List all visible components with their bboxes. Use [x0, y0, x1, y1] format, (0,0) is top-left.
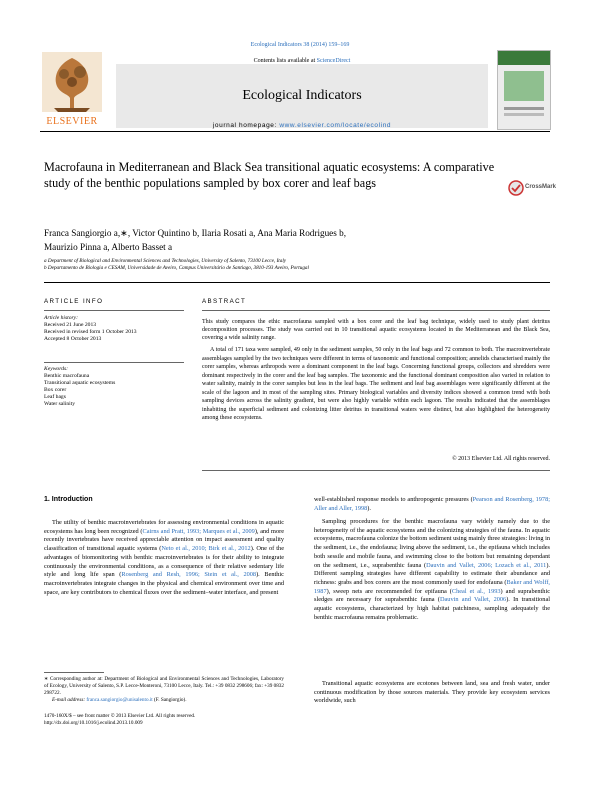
contents-prefix: Contents lists available at: [253, 58, 317, 64]
journal-title: Ecological Indicators: [242, 88, 362, 103]
keywords-heading: Keywords:: [44, 366, 69, 372]
body-text: Sampling procedures for the benthic macrofauna vary widely namely due to the heterogeneity of the aquatic ecosystems and the colonizing strategies of the fauna. In aquatic ecosystems, macrofauna colonize the bottom sediment using mainly three strategies: living in the sediment, i.e., the endofauna; living above the sediment, i.e., the epifauna which includes both sessile and mobile fauna, and swimming close to the bottom but remaining dependant on the sediment, i.e., suprabenthic fauna (: [314, 518, 550, 569]
intro-text: ), and more recently invertebrates have received appreciable attention on impact assessment and quality classification of transitional aquatic systems (: [44, 527, 284, 553]
issn-line: 1470-160X/$ – see front matter © 2013 Elsevier Ltd. All rights reserved.: [44, 713, 196, 719]
email-label: E-mail address:: [52, 697, 87, 703]
journal-citation[interactable]: Ecological Indicators 38 (2014) 159–169: [250, 42, 350, 48]
citation-link[interactable]: Cairns and Pratt, 1993; Marques et al., 2009: [142, 527, 255, 535]
affiliation-b: b Departamento de Biologia e CESAM, Universidade de Aveiro, Campus Universitário de Santiago, 3810-193 Aveiro, Portugal: [44, 265, 309, 271]
body-text: ).: [367, 504, 371, 512]
email-suffix: (F. Sangiorgio).: [152, 697, 187, 703]
contents-line: [116, 58, 488, 65]
keywords: [44, 366, 115, 408]
intro-paragraph-1: [44, 519, 284, 597]
corresponding-author-footnote: ∗ Corresponding author at: Department of Biological and Environmental Sciences and Technologies, Laboratory of Ecology, University of Salento, S.P. Lecce-Monteroni, 73100 Lecce, Italy. Tel.: +39 0832 298606; fax: +39 0832 298722.: [44, 676, 284, 696]
affiliation-a: a Department of Biological and Environmental Sciences and Technologies, University of Salento, 73100 Lecce, Italy: [44, 258, 287, 264]
citation-link[interactable]: Baker and Wolff, 1987: [314, 578, 550, 595]
citation-link[interactable]: Rosenberg and Resh, 1996; Stein et al., 2008: [121, 571, 257, 579]
article-history: [44, 315, 137, 343]
body-text: ). In transitional aquatic ecosystems, characterized by high habitat patchiness, sampling adequately the benthic macrofauna remains problematic.: [314, 596, 550, 621]
keyword-item: Water salinity: [44, 401, 76, 407]
publisher-name: ELSEVIER: [46, 116, 98, 127]
citation-link[interactable]: Dauvin and Vallet, 2006; Lozach et al., 2011: [426, 561, 547, 569]
journal-header: [116, 58, 488, 129]
body-text: ), sweep nets are recommended for epifauna (: [326, 587, 452, 595]
body-text: ). Different sampling strategies have different capability to estimate their abundance and richness: grabs and box corers are the most commonly used for endofauna (: [314, 561, 550, 586]
abstract-heading: ABSTRACT: [202, 298, 247, 305]
citation-link[interactable]: Neto et al., 2010; Birk et al., 2012: [161, 545, 251, 553]
cover-band: [498, 51, 550, 65]
history-heading: Article history:: [44, 315, 79, 321]
keyword-item: Leaf bags: [44, 394, 66, 400]
crossmark-label: CrossMark: [525, 184, 557, 190]
header-rule: [40, 131, 550, 132]
copyright-notice: © 2013 Elsevier Ltd. All rights reserved.: [452, 456, 550, 462]
homepage-link[interactable]: www.elsevier.com/locate/ecolind: [279, 122, 392, 129]
body-text: well-established response models to anthropogenic pressures (: [314, 496, 473, 503]
homepage-prefix: journal homepage:: [212, 122, 280, 129]
citation-link[interactable]: Dauvin and Vallet, 2006: [439, 596, 507, 604]
affil-rule: [44, 282, 550, 283]
right-paragraph-0: [314, 496, 550, 513]
authors-line-1: Franca Sangiorgio a,∗, Victor Quintino b, Ilaria Rosati a, Ana Maria Rodrigues b,: [44, 228, 347, 238]
keyword-item: Transitional aquatic ecosystems: [44, 380, 116, 386]
elsevier-logo: [40, 50, 104, 128]
abstract-paragraph-1: This study compares the ethic macrofauna sampled with a box corer and the leaf bag technique, widely used to study plant detritus decomposition processes. The study was carried out in 10 transitional aquatic ecosystems located in the Mediterranean and the Black Sea, covering a wide salinity range.: [202, 319, 550, 342]
citation-link[interactable]: Pearson and Rosenberg, 1978; Aller and Aller, 1998: [314, 496, 550, 512]
article-title: Macrofauna in Mediterranean and Black Sea transitional aquatic ecosystems: A comparative study of the benthic populations sampled by box corer and leaf bags: [44, 160, 495, 190]
keyword-item: Box corer: [44, 387, 67, 393]
right-paragraph-1: [314, 518, 550, 622]
email-link[interactable]: franca.sangiorgio@unisalento.it: [86, 697, 153, 703]
citation-link[interactable]: Cheal et al., 1993: [451, 587, 501, 595]
homepage-line: [116, 122, 488, 129]
intro-text: ). Benthic macroinvertebrates integrate changes in the physical and chemical environment over time and space, are key contributors to chemical fluxes over the sediment–water interface, and present: [44, 571, 284, 596]
sciencedirect-link[interactable]: ScienceDirect: [316, 58, 351, 64]
crossmark-icon: [508, 180, 524, 196]
right-paragraph-2: Transitional aquatic ecosystems are ecotones between land, sea and fresh water, under continuous modification by those sources materials. They provide key ecosystem services worldwide, such: [314, 680, 550, 705]
journal-cover-image: [497, 50, 551, 130]
history-accepted: Accepted 8 October 2013: [44, 336, 102, 342]
intro-text: The utility of benthic macroinvertebrates for assessing environmental conditions in aquatic ecosystems has long been recognized (: [44, 519, 284, 535]
body-text: ) and suprabenthic sledges are necessary for suprabenthic fauna (: [314, 587, 550, 604]
crossmark-badge[interactable]: [508, 180, 557, 196]
history-received: Received 21 June 2013: [44, 322, 97, 328]
cover-picture: [504, 71, 544, 101]
email-footnote: [52, 697, 187, 704]
article-info-heading: ARTICLE INFO: [44, 298, 104, 305]
intro-text: ). One of the advantages of biomonitoring with benthic macroinvertebrates is for their ability to integrate continuously the environmental conditions, as a consequence of their relative sedentary life style and long life span (: [44, 545, 284, 579]
history-revised: Received in revised form 1 October 2013: [44, 329, 137, 335]
abstract-paragraph-2: A total of 171 taxa were sampled, 49 only in the sediment samples, 50 only in the leaf bags and 72 common to both. The macroinvertebrate assemblages sampled by the two techniques were different in terms of taxonomic and functional composition; annelids characterised mainly the corer samples, whereas arthropods were a dominant component in the leaf bags. Concerning functional groups, collectors and shredders were dominant respectively in the corer and the leaf bag samples. The taxonomic and the functional dominant composition also varied in relation to water salinity, mainly in the corer samples but less in the leaf bags. The sediment and leaf bag assemblages were significantly different at the scale of the lagoon and in most of the sampling sites. Primary biological variables and diversity indices showed a common trend with both sampling devices across the salinity gradient, but were also highly variable within each lagoon. The results indicated that the assemblages inhabiting the superficial sediment and colonizing litter detritus in transitional waters were distinct, but also highlighted the heterogeneity among these ecosystems.: [202, 347, 550, 421]
doi-link[interactable]: http://dx.doi.org/10.1016/j.ecolind.2013.10.009: [44, 720, 143, 726]
keyword-item: Benthic macrofauna: [44, 373, 90, 379]
authors-line-2: Maurizio Pinna a, Alberto Basset a: [44, 242, 173, 252]
introduction-heading: 1. Introduction: [44, 496, 93, 503]
